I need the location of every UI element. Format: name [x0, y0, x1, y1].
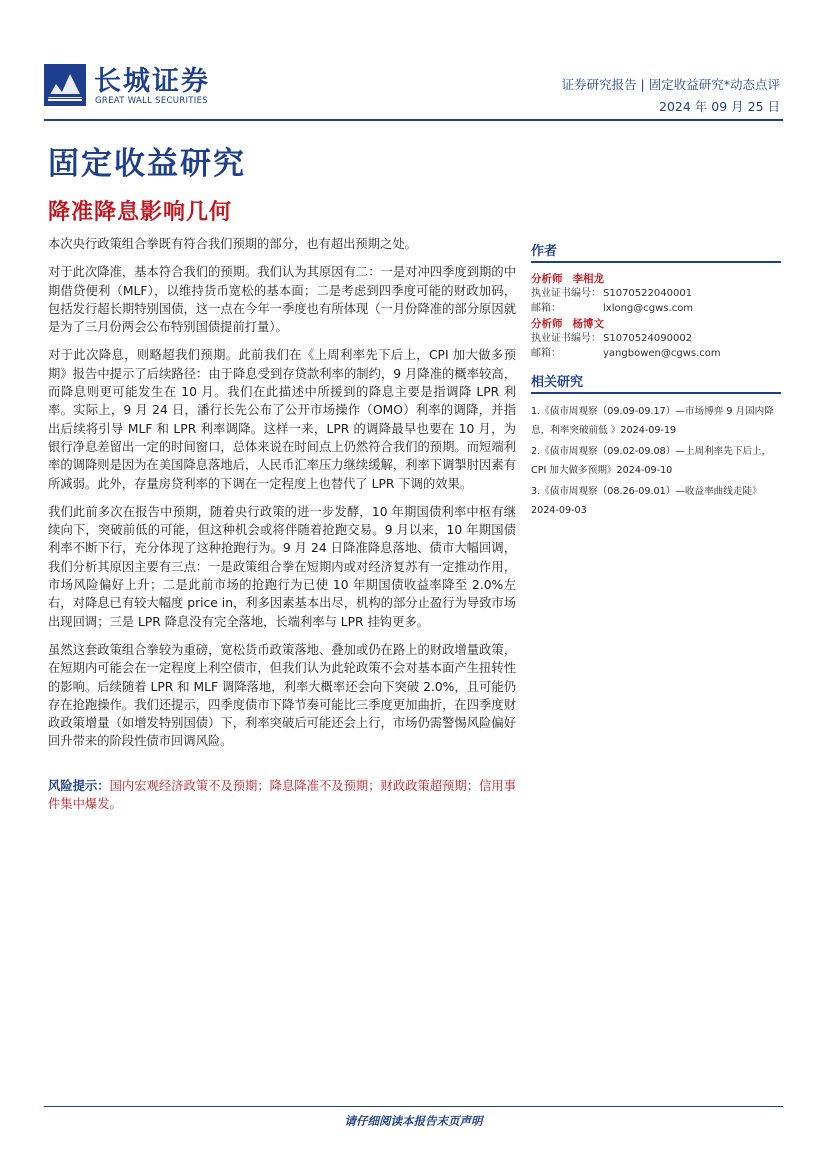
analyst-role-name [531, 316, 781, 332]
email-link[interactable]: yangbowen@cgws.com [603, 347, 721, 359]
logo-english-name: GREAT WALL SECURITIES [95, 96, 208, 106]
related-research-item[interactable]: 2.《债市周观察（09.02-09.08）—上周利率先下后上，CPI 加大做多预期》2024-09-10 [531, 446, 772, 476]
analyst-role: 分析师 [531, 273, 563, 285]
paragraph: 对于此次降准，基本符合我们的预期。我们认为其原因有二：一是对冲四季度到期的中期借贷便利（MLF），以维持货币宽松的基本面；二是考虑到四季度可能的财政加码，包括发行超长期特别国债，这一点在今年一季度也有所体现（一月份降准的部分原因就是为了三月份两会公布特别国债提前打量）。 [48, 265, 516, 335]
analyst-card [531, 316, 781, 361]
analyst-cert: 执业证书编号： S1070524090002 [531, 333, 693, 344]
analyst-cert: 执业证书编号： S1070522040001 [531, 288, 693, 299]
analyst-name: 李相龙 [572, 273, 604, 285]
risk-text: 国内宏观经济政策不及预期；降息降准不及预期；财政政策超预期；信用事件集中爆发。 [48, 778, 516, 812]
main-body [48, 235, 516, 823]
footer-divider [44, 1106, 783, 1107]
email-link[interactable]: lxlong@cgws.com [603, 302, 694, 314]
analyst-card [531, 271, 781, 316]
report-type: 证券研究报告 | 固定收益研究*动态点评 [561, 77, 780, 92]
related-research-heading: 相关研究 [531, 371, 781, 394]
great-wall-logo-icon [44, 64, 86, 106]
analyst-email: 邮箱： yangbowen@cgws.com [531, 347, 721, 359]
risk-warning [48, 777, 516, 814]
related-research-item[interactable]: 3.《债市周观察（08.26-09.01）—收益率曲线走陡》2024-09-03 [531, 486, 762, 516]
risk-label: 风险提示： [48, 778, 110, 793]
logo-chinese-name: 长城证券 [94, 66, 210, 97]
related-research-item[interactable]: 1.《债市周观察（09.09-09.17）—市场博弈 9 月国内降息，利率突破前低 》2024-09-19 [531, 406, 774, 436]
related-research-list [531, 402, 781, 520]
report-date: 2024 年 09 月 25 日 [659, 99, 780, 114]
paragraph: 本次央行政策组合拳既有符合我们预期的部分，也有超出预期之处。 [48, 237, 417, 251]
header-divider [44, 119, 783, 121]
section-title: 固定收益研究 [48, 146, 246, 182]
paragraph: 虽然这套政策组合拳较为重磅，宽松货币政策落地、叠加或仍在路上的财政增量政策，在短期内可能会在一定程度上利空债市，但我们认为此轮政策不会对基本面产生扭转性的影响。后续随着 LPR 和 MLF 调降落地，利率大概率还会向下突破 2.0%，且可能仍存在抢跑操作。我们还提示，四季度债市下降节奏可能比三季度更加曲折，在四季度财政政策增量（如增发特别国债）下，利率突破后可能还会上行，市场仍需警惕风险偏好回升带来的阶段性债市回调风险。 [48, 642, 516, 749]
report-title: 降准降息影响几何 [48, 199, 233, 225]
report-meta [562, 74, 780, 118]
analyst-email: 邮箱： lxlong@cgws.com [531, 302, 694, 314]
analyst-name: 杨博文 [572, 318, 604, 330]
analyst-role: 分析师 [531, 318, 563, 330]
sidebar [531, 240, 781, 522]
analyst-role-name [531, 271, 781, 287]
company-logo [44, 64, 214, 108]
paragraph: 我们此前多次在报告中预期，随着央行政策的进一步发酵，10 年期国债利率中枢有继续向下，突破前低的可能，但这种机会或将伴随着抢跑交易。9 月以来，10 年期国债利率不断下行，充分体现了这种抢跑行为。9 月 24 日降准降息落地、债市大幅回调，我们分析其原因主要有三点：一是政策组合拳在短期内或对经济复苏有一定推动作用，市场风险偏好上升；二是此前市场的抢跑行为已使 10 年期国债收益率降至 2.0%左右，对降息已有较大幅度 price in，利多因素基本出尽，机构的部分止盈行为导致市场出现回调；三是 LPR 降息没有完全落地，长端利率与 LPR 挂钩更多。 [48, 504, 516, 629]
footer-disclaimer: 请仔细阅读本报告末页声明 [344, 1114, 483, 1128]
paragraph: 对于此次降息，则略超我们预期。此前我们在《上周利率先下后上，CPI 加大做多预期》报告中提示了后续路径：由于降息受到存贷款利率的制约，9 月降准的概率较高，而降息则更可能发生在 10 月。我们在此描述中所援到的降息主要是指调降 LPR 利率。实际上，9 月 24 日，潘行长先公布了公开市场操作（OMO）利率的调降，并指出后续将引导 MLF 和 LPR 利率调降。这样一来，LPR 的调降最早也要在 10 月，为银行净息差留出一定的时间窗口，总体来说在时间点上仍然符合我们的预期。而短端利率的调降则是因为在美国降息落地后，人民币汇率压力继续缓解，利率下调掣肘因素有所减弱。此外，存量房贷利率的下调在一定程度上也替代了 LPR 下调的效果。 [48, 348, 516, 491]
authors-heading: 作者 [531, 240, 781, 263]
